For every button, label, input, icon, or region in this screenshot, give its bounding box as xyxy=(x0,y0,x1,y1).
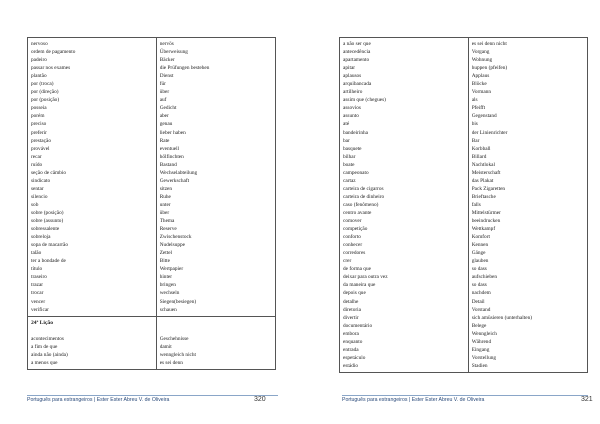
vocab-term-german: für xyxy=(159,81,166,88)
vocab-term-portuguese: crer xyxy=(343,258,352,265)
vocab-term-german: Rate xyxy=(159,137,170,144)
vocab-term-portuguese: de forma que xyxy=(343,266,371,273)
vocab-term-portuguese: bandeirinha xyxy=(343,129,369,136)
vocab-term-portuguese: vencer xyxy=(31,298,46,305)
vocab-term-portuguese: por (troca) xyxy=(31,81,54,88)
table-row xyxy=(28,316,276,369)
vocab-term-german: glauben xyxy=(471,258,489,265)
vocab-term-portuguese: competição xyxy=(343,226,368,233)
vocab-term-portuguese: documentário xyxy=(343,322,373,329)
vocab-term-portuguese: apartamento xyxy=(343,57,370,64)
vocab-term-german: eventuell xyxy=(159,145,180,152)
vocab-term-german: schauen xyxy=(159,306,177,313)
vocab-term-portuguese: comover xyxy=(343,218,362,225)
vocab-term-portuguese: sobressalente xyxy=(31,226,60,233)
vocab-term-portuguese: depois que xyxy=(343,290,366,297)
vocab-term-german: so dass xyxy=(471,266,487,273)
vocab-term-portuguese: passar nos exames xyxy=(31,65,71,72)
vocabulary-table-right xyxy=(339,37,588,373)
vocab-term-german: über xyxy=(159,89,170,96)
vocab-term-german: sitzen xyxy=(159,185,173,192)
vocab-term-german: über xyxy=(159,209,170,216)
vocab-term-german: lieber haben xyxy=(159,129,186,136)
vocab-term-portuguese: bar xyxy=(343,137,350,144)
vocab-term-portuguese: sentar xyxy=(31,185,44,192)
vocab-term-german: Komfort xyxy=(471,234,490,241)
vocab-term-german: Zwischenstock xyxy=(159,234,192,241)
vocab-term-portuguese: título xyxy=(31,266,43,273)
vocab-term-portuguese: talão xyxy=(31,250,42,257)
vocab-term-german: bis xyxy=(471,121,478,128)
vocab-term-german: wechseln xyxy=(159,290,180,297)
vocab-term-german: Wertpapier xyxy=(159,266,184,273)
vocab-term-portuguese: a não ser que xyxy=(343,41,371,47)
vocab-term-german: Vormann xyxy=(471,89,492,96)
vocab-term-portuguese: silencio xyxy=(31,193,48,200)
vocab-term-portuguese: centro avante xyxy=(343,209,372,216)
vocab-term-portuguese: traseiro xyxy=(31,274,47,281)
vocab-term-german: sich amüsieren (unterhalten) xyxy=(471,314,532,321)
vocab-term-german: Pfeifft xyxy=(471,105,486,112)
vocab-term-german: Siegen(besiegen) xyxy=(159,298,197,305)
vocab-term-portuguese: ter a bondade de xyxy=(31,258,66,265)
vocab-term-portuguese: assim que (chegues) xyxy=(343,97,386,104)
vocab-term-german: Billard xyxy=(471,153,487,160)
vocab-term-portuguese: posseia xyxy=(31,105,47,112)
vocab-term-portuguese: sindicato xyxy=(31,177,51,184)
vocab-term-german: Nachtlokal xyxy=(471,161,495,168)
vocab-term-german: Wohnung xyxy=(471,57,493,64)
vocab-term-german: Reserve xyxy=(159,226,177,233)
vocab-term-german: Detail xyxy=(471,298,485,305)
vocab-term-portuguese: a menos que xyxy=(31,359,58,366)
vocab-term-portuguese: carteira de dinheiro xyxy=(343,193,385,200)
vocab-term-german: auf xyxy=(159,97,167,104)
vocab-term-german: Pack Zigaretten xyxy=(471,185,506,192)
vocab-term-german: Zettel xyxy=(159,250,173,257)
vocab-term-portuguese: entrada xyxy=(343,346,359,353)
page-number: 321 xyxy=(581,396,593,403)
vocab-term-german: als xyxy=(471,97,478,104)
vocab-term-german: hinter xyxy=(159,274,173,281)
vocab-term-portuguese: trocar xyxy=(31,290,44,297)
vocab-term-portuguese: artilheiro xyxy=(343,89,363,96)
vocab-term-portuguese: verificar xyxy=(31,306,49,313)
vocab-term-german: Bäcker xyxy=(159,57,175,64)
vocab-term-portuguese: campeonato xyxy=(343,169,369,176)
vocab-term-german: falls xyxy=(471,201,481,208)
vocab-term-portuguese: sobre (assunto) xyxy=(31,218,64,225)
footer-text: Português para estrangeiros | Ester Ester Abreu V. de Oliveira xyxy=(27,397,170,403)
vocab-term-portuguese: arquibancada xyxy=(343,81,372,88)
vocab-term-german: bringen xyxy=(159,282,176,289)
vocab-term-portuguese: carteira de cigarros xyxy=(343,185,384,192)
german-column xyxy=(468,38,587,373)
vocab-term-german: Während xyxy=(471,338,492,345)
vocab-term-portuguese: preferir xyxy=(31,129,47,136)
vocab-term-portuguese: corredores xyxy=(343,250,366,257)
vocab-term-german: Wechselabteilung xyxy=(159,169,198,176)
vocab-term-german: Wettkampf xyxy=(471,226,496,233)
vocab-term-portuguese: boate xyxy=(343,161,355,168)
vocab-term-portuguese: trazar xyxy=(31,282,44,289)
vocab-term-german: das Plakat xyxy=(471,177,494,184)
vocab-term-portuguese: sopa de macarrão xyxy=(31,242,69,249)
vocab-term-portuguese: detalhe xyxy=(343,298,359,305)
vocab-term-portuguese: antecedência xyxy=(343,49,371,56)
vocab-term-portuguese: a fim de que xyxy=(31,343,58,350)
vocab-term-portuguese: porém xyxy=(31,113,45,120)
vocab-term-german: huppen (pfeifen) xyxy=(471,65,508,72)
vocab-term-german: Dienst xyxy=(159,73,174,80)
vocab-term-portuguese: espetáculo xyxy=(343,354,366,361)
vocab-term-german: Mittelstürmer xyxy=(471,209,501,216)
vocab-term-portuguese: caso (fenômeno) xyxy=(343,201,379,208)
lesson-german-column xyxy=(156,316,275,369)
vocab-term-german: Thema xyxy=(159,218,175,225)
vocab-term-german: Vorstand xyxy=(471,306,491,313)
vocab-term-portuguese: sob xyxy=(31,201,39,208)
vocab-term-german: der Linienrichter xyxy=(471,129,508,136)
vocab-term-german: Vorgang xyxy=(471,49,490,56)
vocab-term-german: Vorstellung xyxy=(471,354,497,361)
vocab-term-german: Korbball xyxy=(471,145,491,152)
vocab-term-portuguese: cartaz xyxy=(343,177,356,184)
vocab-term-german: Überweisung xyxy=(159,49,188,56)
vocab-term-portuguese: divertir xyxy=(343,314,359,321)
vocab-term-portuguese: padeiro xyxy=(31,57,47,64)
vocab-term-german: Bastand xyxy=(159,161,177,168)
vocab-term-german: so dass xyxy=(471,282,487,289)
vocab-term-german: Gänge xyxy=(471,250,486,257)
vocab-term-portuguese: seção de câmbio xyxy=(31,169,67,176)
portuguese-column xyxy=(340,38,469,373)
vocab-term-german: Wenngleich xyxy=(471,330,497,337)
footer-divider xyxy=(342,395,588,396)
vocab-term-portuguese: apitar xyxy=(343,65,356,72)
vocab-term-german: hölfinchten xyxy=(159,153,184,160)
vocab-term-portuguese: ainda não (ainda) xyxy=(31,351,68,358)
vocab-term-german: damit xyxy=(159,343,172,350)
right-page xyxy=(300,0,600,424)
vocab-term-portuguese: sobreloja xyxy=(31,234,51,241)
vocab-term-german: Ruhe xyxy=(159,193,171,200)
vocab-term-german: genau xyxy=(159,121,173,128)
vocab-term-german: Applaus xyxy=(471,73,490,80)
vocab-term-portuguese: conforto xyxy=(343,234,361,241)
vocab-term-portuguese: da maneira que xyxy=(343,282,376,289)
lesson-portuguese-column xyxy=(28,316,157,369)
vocab-term-portuguese: provável xyxy=(31,145,50,152)
vocab-term-german: die Prüfungen bestehen xyxy=(159,65,210,72)
german-column xyxy=(156,38,275,317)
vocab-term-german: Nudelsuppe xyxy=(159,242,185,249)
vocab-term-portuguese: deixar para outra vez xyxy=(343,274,388,281)
table-row xyxy=(28,38,276,317)
vocab-term-german: Brieftasche xyxy=(471,193,496,200)
vocab-term-german: Blöcke xyxy=(471,81,487,88)
vocab-term-portuguese: enquanto xyxy=(343,338,363,345)
vocab-term-german: Eingang xyxy=(471,346,490,353)
lesson-title: 24ª Lição xyxy=(31,319,54,326)
vocab-term-german: Stadien xyxy=(471,362,488,369)
table-row xyxy=(340,38,588,373)
vocab-term-portuguese: sobre (posição) xyxy=(31,209,64,216)
portuguese-column xyxy=(28,38,157,317)
vocab-term-portuguese: estádio xyxy=(343,362,359,369)
vocab-term-german: nachdem xyxy=(471,290,491,297)
footer-text: Português para estrangeiros | Ester Ester Abreu V. de Oliveira xyxy=(342,397,485,403)
vocab-term-portuguese: ordem de pagamento xyxy=(31,49,76,56)
vocab-term-portuguese: assunto xyxy=(343,113,359,120)
vocab-term-portuguese: por (direção) xyxy=(31,89,59,96)
vocab-term-portuguese: por (posição) xyxy=(31,97,60,104)
vocab-term-portuguese: nervoso xyxy=(31,41,48,47)
vocab-term-portuguese: embora xyxy=(343,330,359,337)
vocab-term-german: wenngleich nicht xyxy=(159,351,197,358)
vocab-term-german: Bitte xyxy=(159,258,170,265)
vocab-term-german: es sei denn xyxy=(159,359,183,366)
vocab-term-german: Geschehnisse xyxy=(159,335,189,342)
vocab-term-german: Meisterschaft xyxy=(471,169,501,176)
vocab-term-portuguese: plantão xyxy=(31,73,47,80)
vocab-term-portuguese: bilhar xyxy=(343,153,356,160)
vocab-term-portuguese: diretoria xyxy=(343,306,361,313)
vocab-term-german: Gegenstand xyxy=(471,113,497,120)
vocab-term-german: es sei denn nicht xyxy=(471,41,507,47)
vocab-term-german: aufschieben xyxy=(471,274,497,281)
vocab-term-german: nervös xyxy=(159,41,174,47)
vocabulary-table-left xyxy=(27,37,276,370)
vocab-term-portuguese: aplausos xyxy=(343,73,362,80)
vocab-term-german: Gewerkschaft xyxy=(159,177,190,184)
vocab-term-portuguese: preciso xyxy=(31,121,47,128)
vocab-term-portuguese: prestação xyxy=(31,137,51,144)
vocab-term-portuguese: acontecimentos xyxy=(31,335,64,342)
vocab-term-german: unter xyxy=(159,201,171,208)
vocab-term-portuguese: assovios xyxy=(343,105,361,112)
vocab-term-portuguese: recar xyxy=(31,153,42,160)
vocab-term-german: Belege xyxy=(471,322,487,329)
vocab-term-portuguese: ruído xyxy=(31,161,43,168)
page-number: 320 xyxy=(254,396,266,403)
vocab-term-portuguese: até xyxy=(343,121,350,128)
vocab-term-german: beeindrucken xyxy=(471,218,501,225)
vocab-term-german: aber xyxy=(159,113,169,120)
footer-divider xyxy=(27,395,278,396)
vocab-term-german: Gedicht xyxy=(159,105,177,112)
vocab-term-german: Bar xyxy=(471,137,480,144)
vocab-term-german: Kennen xyxy=(471,242,489,249)
vocab-term-portuguese: basquete xyxy=(343,145,362,152)
vocab-term-portuguese: conhecer xyxy=(343,242,363,249)
